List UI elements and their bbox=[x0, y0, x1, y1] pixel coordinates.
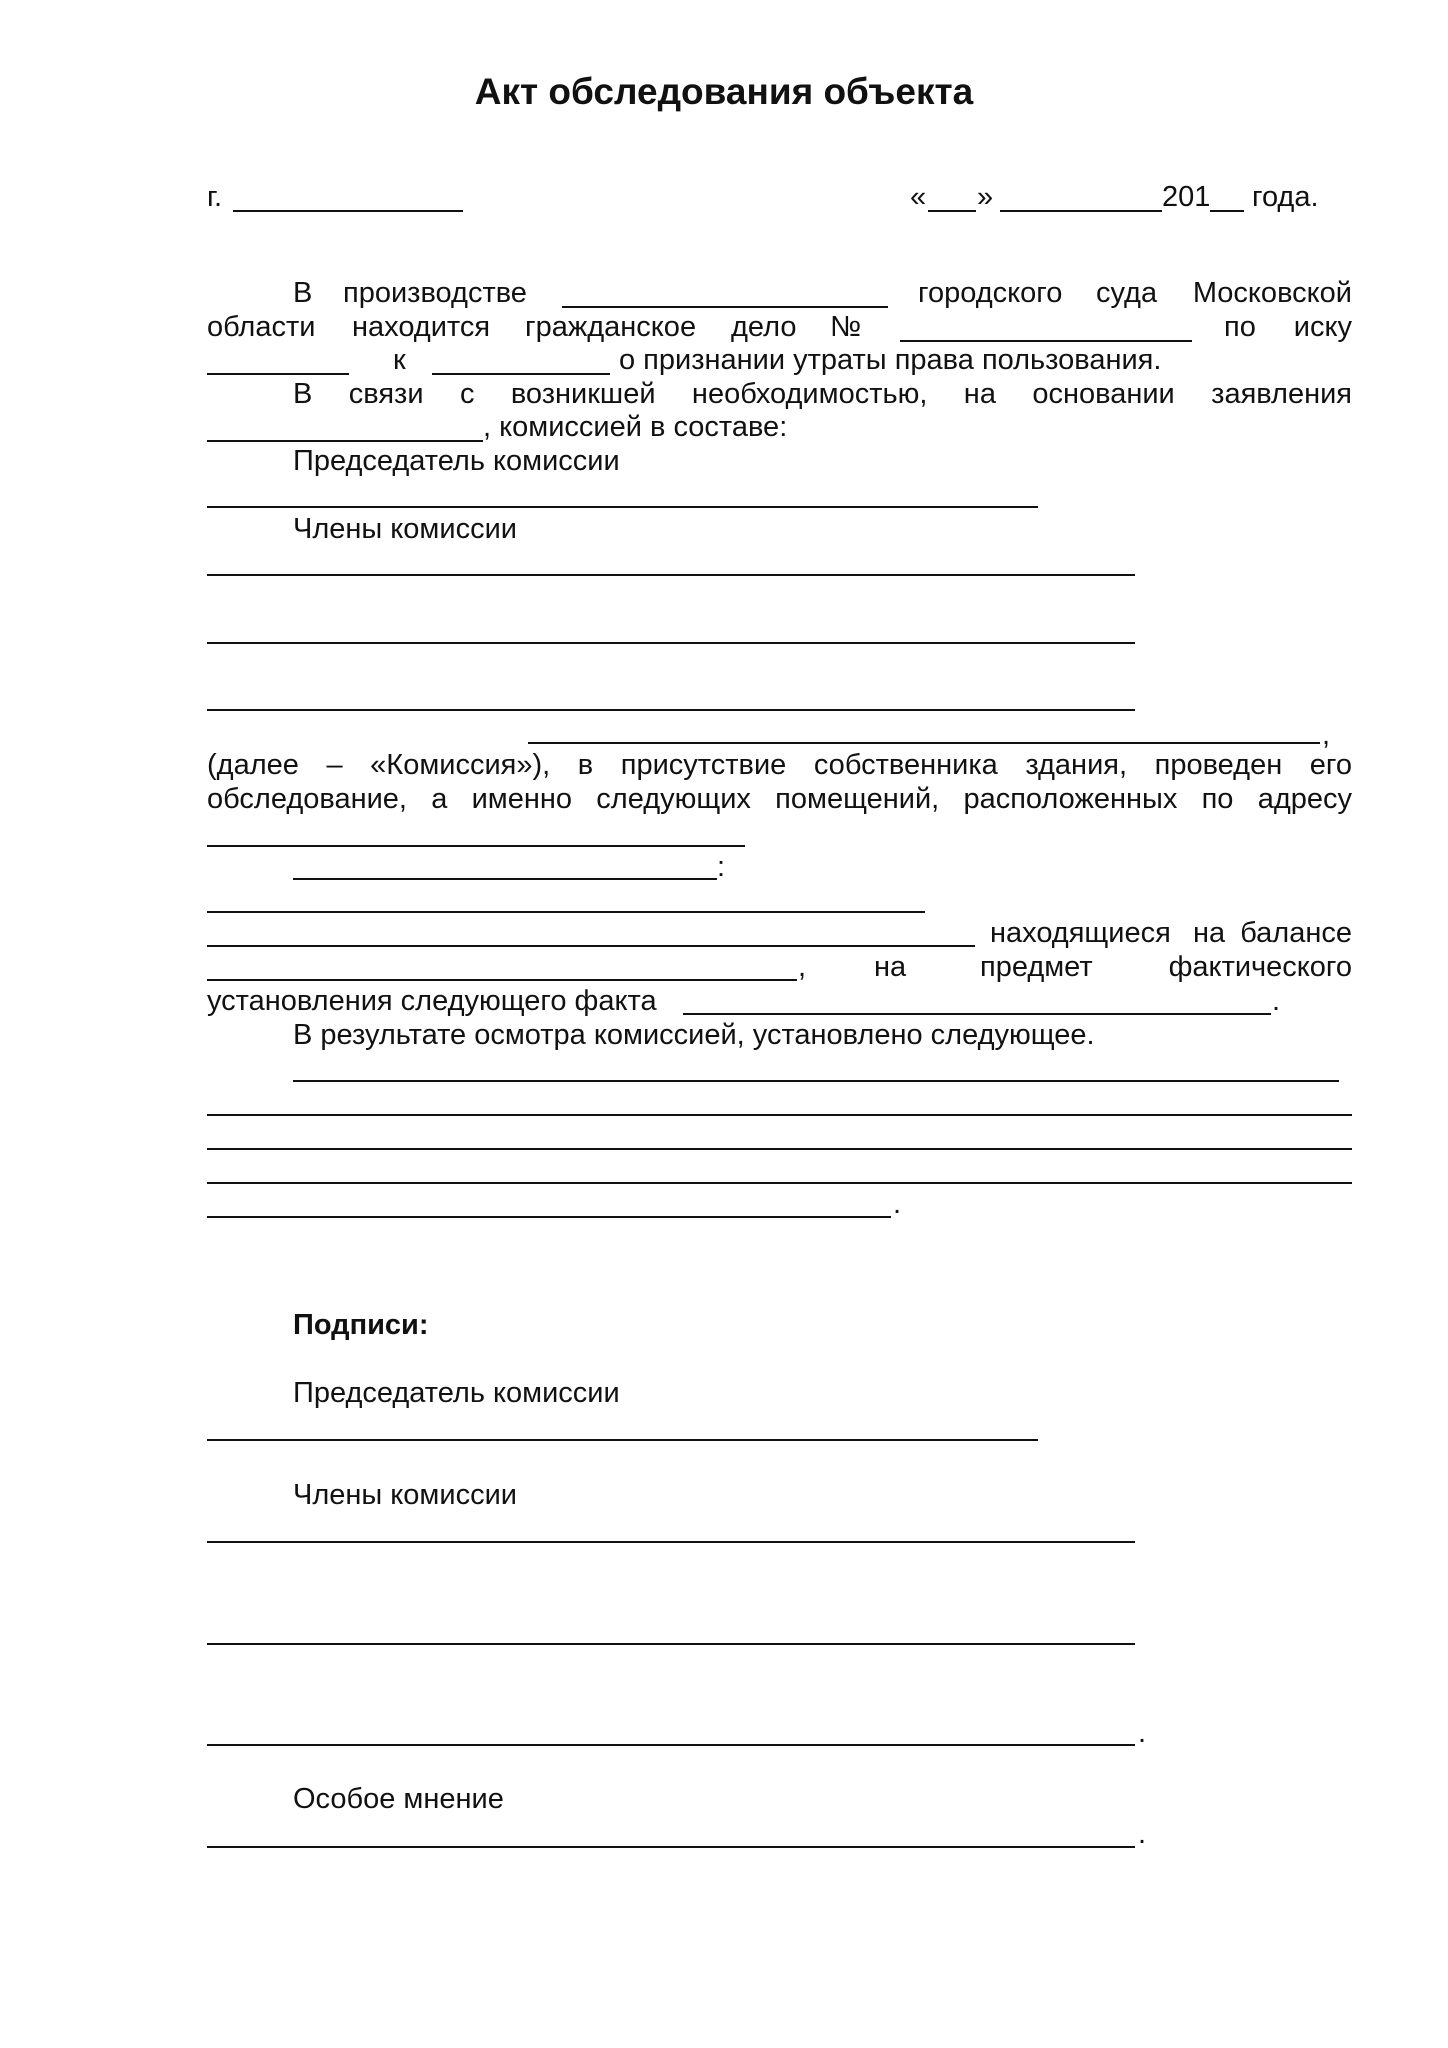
page-title: Акт обследования объекта bbox=[474, 71, 974, 112]
city-prefix: г. bbox=[207, 181, 223, 213]
member-signature-line bbox=[207, 1643, 1135, 1645]
signatures-heading: Подписи: bbox=[293, 1309, 429, 1341]
members-label: Члены комиссии bbox=[293, 513, 517, 545]
text-line: о признании утраты права пользования. bbox=[619, 344, 1162, 376]
word: фактического bbox=[1168, 951, 1352, 983]
application-blank-line bbox=[207, 440, 483, 442]
plaintiff-blank-line bbox=[207, 373, 349, 375]
word: по bbox=[1224, 311, 1256, 343]
result-blank-line bbox=[207, 1182, 1352, 1184]
word: находящиеся bbox=[990, 917, 1171, 949]
word: Московской bbox=[1192, 277, 1352, 309]
word: на bbox=[1193, 917, 1226, 949]
word: иску bbox=[1293, 311, 1352, 343]
case-number-blank-line bbox=[900, 340, 1192, 342]
year-blank-line bbox=[1210, 210, 1244, 212]
period: . bbox=[1272, 985, 1281, 1017]
member-blank-line bbox=[207, 709, 1135, 711]
premises-blank-line bbox=[207, 911, 925, 913]
word: балансе bbox=[1240, 917, 1352, 949]
balance-blank-line bbox=[207, 979, 797, 981]
text-line: обследование, а именно следующих помещений, расположенных по адресу bbox=[207, 783, 1352, 815]
dissent-label: Особое мнение bbox=[293, 1783, 504, 1815]
member-blank-line bbox=[528, 742, 1320, 744]
date-close-quote: » bbox=[977, 181, 994, 213]
text-line: (далее – «Комиссия»), в присутствие собственника здания, проведен его bbox=[207, 749, 1352, 781]
colon: : bbox=[717, 851, 726, 883]
word: № bbox=[830, 311, 862, 343]
result-blank-line bbox=[207, 1114, 1352, 1116]
member-signature-line bbox=[207, 1744, 1135, 1746]
text-line: В связи с возникшей необходимостью, на основании заявления bbox=[293, 378, 1352, 410]
comma: , bbox=[798, 951, 807, 983]
word: на bbox=[874, 951, 907, 983]
year-suffix: года. bbox=[1252, 181, 1319, 213]
month-blank-line bbox=[1000, 210, 1162, 212]
period: . bbox=[1138, 1717, 1147, 1749]
result-blank-line bbox=[207, 1216, 891, 1218]
word: производстве bbox=[343, 277, 527, 309]
result-text: В результате осмотра комиссией, установлено следующее. bbox=[293, 1019, 1095, 1051]
period: . bbox=[1138, 1818, 1147, 1850]
word: дело bbox=[731, 311, 797, 343]
address-blank-line bbox=[207, 845, 745, 847]
word: находится bbox=[352, 311, 491, 343]
word: гражданское bbox=[525, 311, 697, 343]
word: предмет bbox=[980, 951, 1093, 983]
word: к bbox=[393, 344, 406, 376]
date-open-quote: « bbox=[910, 181, 927, 213]
comma: , bbox=[1322, 719, 1331, 751]
defendant-blank-line bbox=[432, 373, 610, 375]
result-blank-line bbox=[293, 1080, 1339, 1082]
word: В bbox=[293, 277, 313, 309]
member-blank-line bbox=[207, 642, 1135, 644]
signature-chairman-label: Председатель комиссии bbox=[293, 1377, 620, 1409]
chairman-blank-line bbox=[207, 506, 1038, 508]
word: суда bbox=[1096, 277, 1158, 309]
fact-label: установления следующего факта bbox=[207, 985, 657, 1017]
day-blank-line bbox=[928, 210, 976, 212]
text-line: , комиссией в составе: bbox=[483, 411, 788, 443]
period: . bbox=[893, 1188, 902, 1220]
result-blank-line bbox=[207, 1148, 1352, 1150]
dissent-line bbox=[207, 1846, 1135, 1848]
word: области bbox=[207, 311, 316, 343]
city-blank-line bbox=[233, 210, 463, 212]
court-blank-line bbox=[562, 306, 888, 308]
member-signature-line bbox=[207, 1541, 1135, 1543]
chairman-signature-line bbox=[207, 1439, 1038, 1441]
member-blank-line bbox=[207, 574, 1135, 576]
word: городского bbox=[918, 277, 1063, 309]
fact-blank-line bbox=[683, 1013, 1271, 1015]
balance-owner-blank-line bbox=[207, 945, 975, 947]
chairman-label: Председатель комиссии bbox=[293, 445, 620, 477]
year-prefix: 201 bbox=[1162, 181, 1211, 213]
signature-members-label: Члены комиссии bbox=[293, 1479, 517, 1511]
premises-blank-line bbox=[293, 878, 717, 880]
